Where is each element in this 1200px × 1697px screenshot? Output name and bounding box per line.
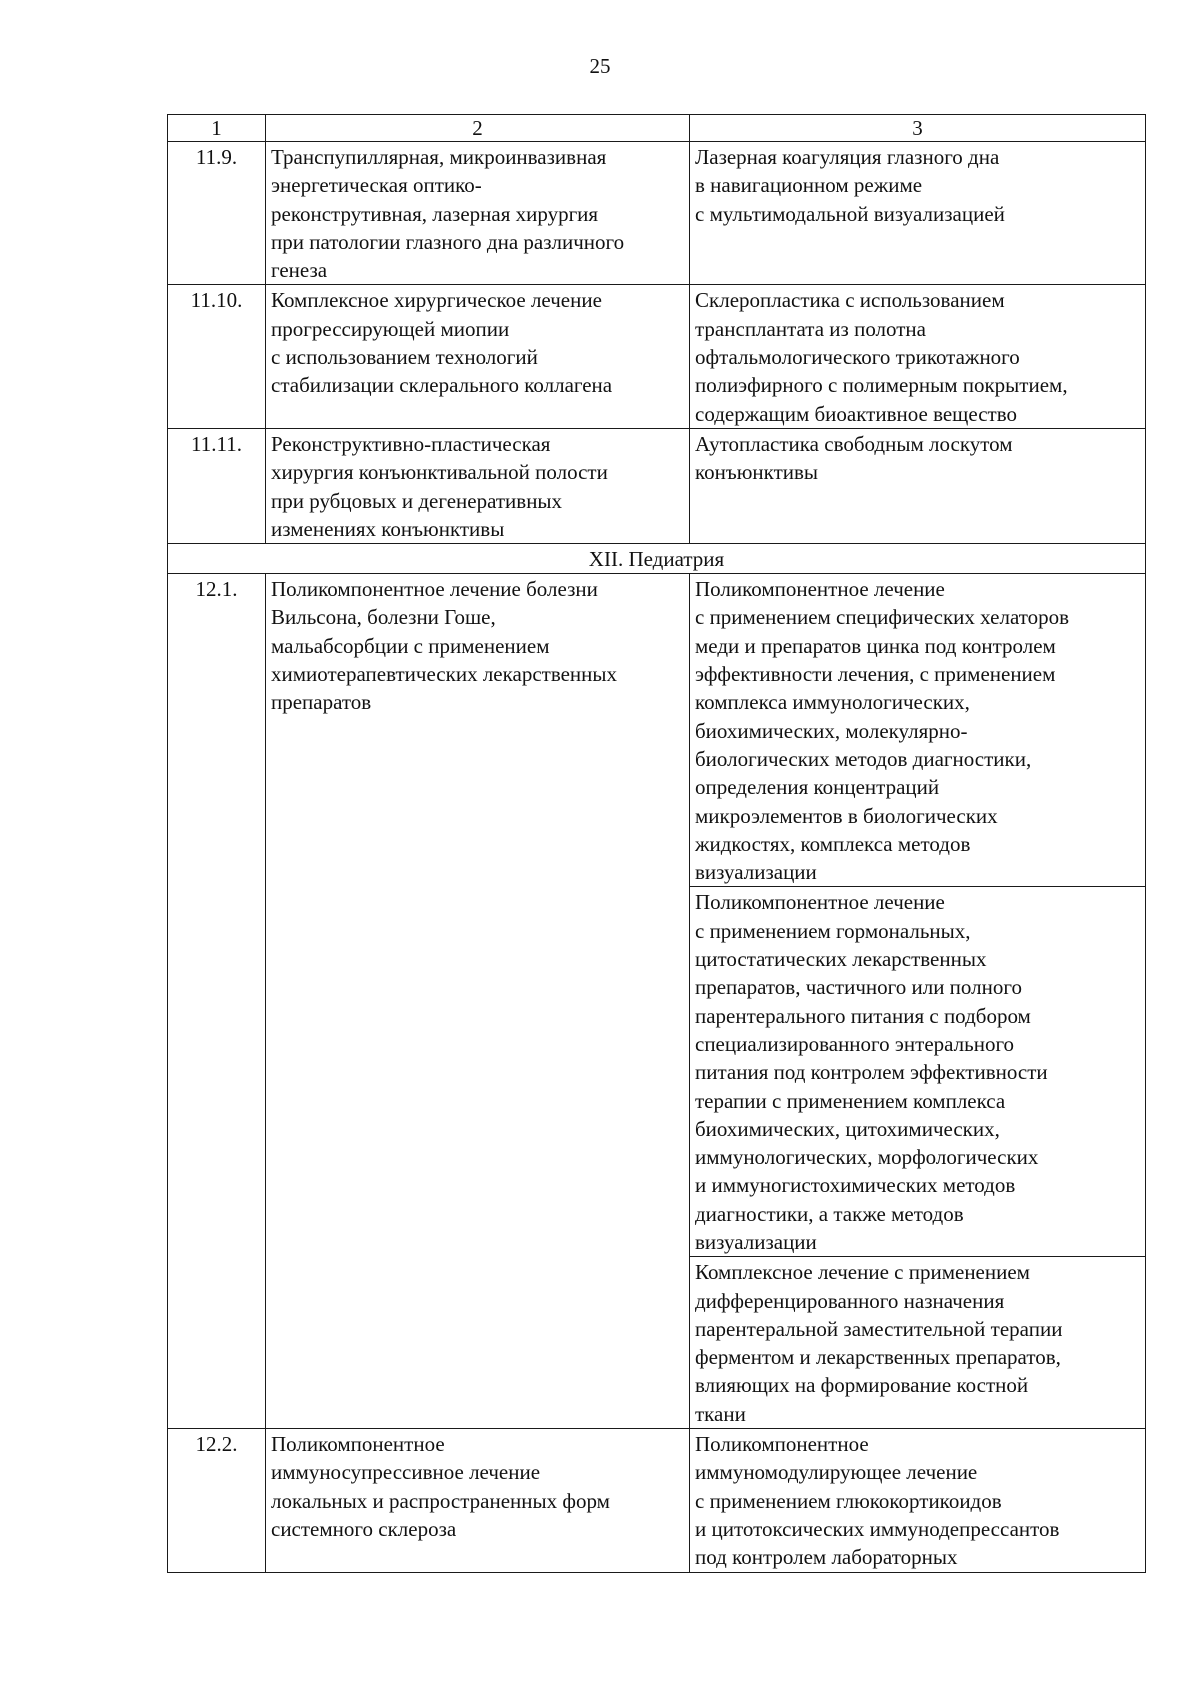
text-line: Склеропластика с использованием (695, 288, 1005, 313)
text-line: специализированного энтерального (695, 1031, 1015, 1056)
text-line: с применением глюкокортикоидов (695, 1488, 1002, 1513)
text-line: с мультимодальной визуализацией (695, 201, 1005, 226)
text-line: биологических методов диагностики, (695, 746, 1032, 771)
text-line: в навигационном режиме (695, 173, 923, 198)
text-line: полиэфирного с полимерным покрытием, (695, 373, 1068, 398)
method-description (690, 887, 1146, 1257)
text-line: и цитотоксических иммунодепрессантов (695, 1516, 1060, 1541)
row-number: 12.1. (168, 574, 266, 1429)
text-line: реконструтивная, лазерная хирургия (271, 201, 599, 226)
section-heading: XII. Педиатрия (168, 544, 1146, 574)
text-line: биохимических, молекулярно- (695, 718, 968, 743)
treatment-description (266, 285, 690, 428)
text-line: Поликомпонентное (271, 1432, 445, 1457)
text-line: содержащим биоактивное вещество (695, 401, 1017, 426)
text-line: Вильсона, болезни Гоше, (271, 605, 496, 630)
method-description (690, 428, 1146, 543)
text-line: препаратов, частичного или полного (695, 975, 1022, 1000)
text-line: дифференцированного назначения (695, 1288, 1005, 1313)
text-line: ферментом и лекарственных препаратов, (695, 1345, 1061, 1370)
section-heading-row (168, 544, 1146, 574)
text-line: изменениях конъюнктивы (271, 516, 505, 541)
text-line: жидкостях, комплекса методов (695, 831, 971, 856)
table-row (168, 574, 1146, 887)
text-line: при рубцовых и дегенеративных (271, 488, 563, 513)
text-line: Поликомпонентное лечение болезни (271, 577, 598, 602)
text-line: комплекса иммунологических, (695, 690, 970, 715)
text-line: с применением специфических хелаторов (695, 605, 1070, 630)
text-line: визуализации (695, 1229, 817, 1254)
text-line: иммуномодулирующее лечение (695, 1460, 978, 1485)
row-number: 11.10. (168, 285, 266, 428)
text-line: иммуносупрессивное лечение (271, 1460, 541, 1485)
text-line: трансплантата из полотна (695, 316, 926, 341)
method-description (690, 1429, 1146, 1572)
row-number: 12.2. (168, 1429, 266, 1572)
method-description (690, 1257, 1146, 1429)
text-line: Лазерная коагуляция глазного дна (695, 145, 1000, 169)
table-row (168, 1429, 1146, 1572)
text-line: препаратов (271, 690, 372, 715)
text-line: Поликомпонентное (695, 1432, 869, 1457)
text-line: иммунологических, морфологических (695, 1145, 1039, 1170)
text-line: под контролем лабораторных (695, 1545, 958, 1570)
text-line: офтальмологического трикотажного (695, 345, 1020, 370)
text-line: локальных и распространенных форм (271, 1488, 610, 1513)
procedures-table (167, 114, 1146, 1573)
text-line: меди и препаратов цинка под контролем (695, 633, 1056, 658)
text-line: конъюнктивы (695, 460, 819, 485)
text-line: биохимических, цитохимических, (695, 1116, 1000, 1141)
text-line: химиотерапевтических лекарственных (271, 662, 618, 687)
row-number: 11.11. (168, 428, 266, 543)
text-line: прогрессирующей миопии (271, 316, 510, 341)
text-line: генеза (271, 258, 328, 283)
text-line: с использованием технологий (271, 345, 538, 370)
text-line: Поликомпонентное лечение (695, 577, 945, 602)
method-description (690, 142, 1146, 285)
text-line: при патологии глазного дна различного (271, 229, 625, 254)
text-line: питания под контролем эффективности (695, 1060, 1048, 1085)
text-line: парентерального питания с подбором (695, 1003, 1031, 1028)
text-line: и иммуногистохимических методов (695, 1173, 1016, 1198)
text-line: хирургия конъюнктивальной полости (271, 460, 608, 485)
table-row (168, 428, 1146, 543)
table-row (168, 285, 1146, 428)
table-header-row (168, 115, 1146, 142)
text-line: диагностики, а также методов (695, 1201, 964, 1226)
text-line: мальабсорбции с применением (271, 633, 550, 658)
text-line: влияющих на формирование костной (695, 1373, 1029, 1398)
treatment-description (266, 428, 690, 543)
text-line: Комплексное хирургическое лечение (271, 288, 602, 313)
treatment-description (266, 574, 690, 1429)
header-cell-1: 1 (168, 115, 266, 142)
text-line: с применением гормональных, (695, 918, 971, 943)
text-line: цитостатических лекарственных (695, 947, 987, 972)
text-line: стабилизации склерального коллагена (271, 373, 613, 398)
text-line: микроэлементов в биологических (695, 803, 998, 828)
text-line: ткани (695, 1401, 746, 1426)
header-cell-3: 3 (690, 115, 1146, 142)
table-row (168, 142, 1146, 285)
text-line: энергетическая оптико- (271, 173, 482, 198)
text-line: визуализации (695, 860, 817, 885)
text-line: терапии с применением комплекса (695, 1088, 1006, 1113)
text-line: Комплексное лечение с применением (695, 1260, 1030, 1285)
text-line: Поликомпонентное лечение (695, 890, 945, 915)
text-line: определения концентраций (695, 775, 940, 800)
page-number: 25 (589, 54, 611, 78)
text-line: эффективности лечения, с применением (695, 662, 1056, 687)
treatment-description (266, 142, 690, 285)
text-line: Реконструктивно-пластическая (271, 431, 551, 456)
method-description (690, 574, 1146, 887)
row-number: 11.9. (168, 142, 266, 285)
text-line: парентеральной заместительной терапии (695, 1316, 1063, 1341)
treatment-description (266, 1429, 690, 1572)
header-cell-2: 2 (266, 115, 690, 142)
text-line: Аутопластика свободным лоскутом (695, 431, 1013, 456)
text-line: системного склероза (271, 1516, 457, 1541)
text-line: Транспупиллярная, микроинвазивная (271, 145, 607, 169)
method-description (690, 285, 1146, 428)
